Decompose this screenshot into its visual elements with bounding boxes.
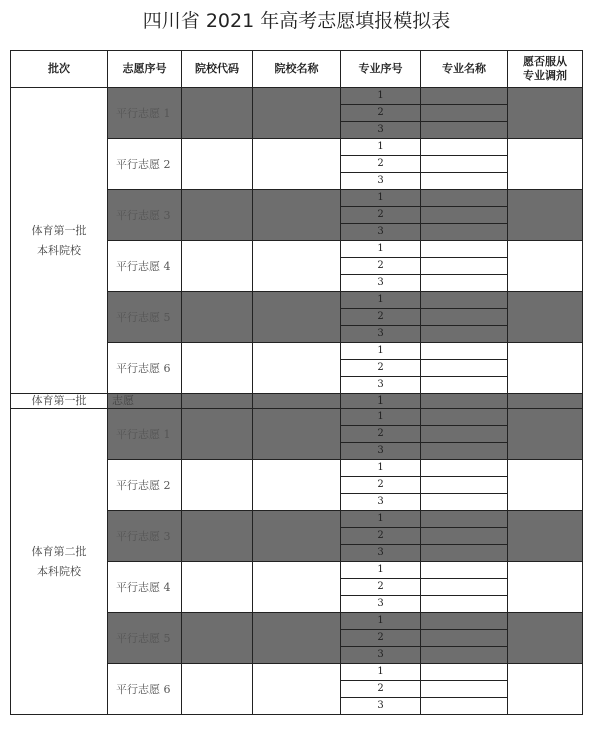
volunteer-label: 平行志愿 6 bbox=[108, 343, 182, 394]
adjust-field[interactable] bbox=[508, 343, 583, 394]
school-code-field[interactable] bbox=[182, 562, 253, 613]
adjust-field[interactable] bbox=[508, 511, 583, 562]
school-name-field[interactable] bbox=[253, 292, 341, 343]
major-name-field[interactable] bbox=[421, 460, 508, 477]
major-number: 1 bbox=[341, 562, 421, 579]
major-name-field[interactable] bbox=[421, 326, 508, 343]
major-name-field[interactable] bbox=[421, 377, 508, 394]
major-number: 3 bbox=[341, 326, 421, 343]
header-adjust bbox=[508, 51, 583, 88]
major-name-field[interactable] bbox=[421, 139, 508, 156]
major-number: 2 bbox=[341, 105, 421, 122]
school-name-field[interactable] bbox=[253, 460, 341, 511]
adjust-field[interactable] bbox=[508, 292, 583, 343]
major-number: 1 bbox=[341, 409, 421, 426]
school-name-field[interactable] bbox=[253, 511, 341, 562]
single-volunteer-row bbox=[11, 394, 583, 409]
volunteer-label: 平行志愿 4 bbox=[108, 562, 182, 613]
major-name-field[interactable] bbox=[421, 173, 508, 190]
major-number: 2 bbox=[341, 309, 421, 326]
adjust-field[interactable] bbox=[508, 613, 583, 664]
major-number: 1 bbox=[341, 394, 421, 409]
major-number: 3 bbox=[341, 443, 421, 460]
major-number: 1 bbox=[341, 460, 421, 477]
volunteer-label: 平行志愿 1 bbox=[108, 409, 182, 460]
major-name-field[interactable] bbox=[421, 698, 508, 715]
major-number: 1 bbox=[341, 664, 421, 681]
major-number: 2 bbox=[341, 426, 421, 443]
major-number: 2 bbox=[341, 258, 421, 275]
major-name-field[interactable] bbox=[421, 426, 508, 443]
school-code-field[interactable] bbox=[182, 511, 253, 562]
major-name-field[interactable] bbox=[421, 360, 508, 377]
school-code-field[interactable] bbox=[182, 394, 253, 409]
volunteer-form-table bbox=[10, 50, 583, 715]
header-school-code: 院校代码 bbox=[182, 51, 253, 88]
major-number: 3 bbox=[341, 494, 421, 511]
adjust-field[interactable] bbox=[508, 409, 583, 460]
adjust-field[interactable] bbox=[508, 460, 583, 511]
adjust-field[interactable] bbox=[508, 190, 583, 241]
volunteer-label: 平行志愿 6 bbox=[108, 664, 182, 715]
page-title: 四川省 2021 年高考志愿填报模拟表 bbox=[142, 10, 451, 32]
volunteer-label: 平行志愿 3 bbox=[108, 190, 182, 241]
header-adjust-line2: 专业调剂 bbox=[523, 69, 567, 82]
school-code-field[interactable] bbox=[182, 241, 253, 292]
school-name-field[interactable] bbox=[253, 190, 341, 241]
volunteer-label: 平行志愿 2 bbox=[108, 460, 182, 511]
adjust-field[interactable] bbox=[508, 241, 583, 292]
header-batch: 批次 bbox=[11, 51, 108, 88]
major-name-field[interactable] bbox=[421, 477, 508, 494]
major-name-field[interactable] bbox=[421, 258, 508, 275]
volunteer-label: 平行志愿 4 bbox=[108, 241, 182, 292]
header-volunteer-no: 志愿序号 bbox=[108, 51, 182, 88]
school-name-field[interactable] bbox=[253, 613, 341, 664]
adjust-field[interactable] bbox=[508, 562, 583, 613]
major-number: 3 bbox=[341, 698, 421, 715]
major-name-field[interactable] bbox=[421, 630, 508, 647]
school-code-field[interactable] bbox=[182, 460, 253, 511]
major-name-field[interactable] bbox=[421, 664, 508, 681]
school-name-field[interactable] bbox=[253, 409, 341, 460]
table-row bbox=[11, 409, 583, 426]
batch-label: 体育第二批 本科院校 bbox=[31, 544, 87, 578]
major-name-field[interactable] bbox=[421, 596, 508, 613]
major-name-field[interactable] bbox=[421, 681, 508, 698]
major-name-field[interactable] bbox=[421, 494, 508, 511]
major-name-field[interactable] bbox=[421, 528, 508, 545]
major-name-field[interactable] bbox=[421, 190, 508, 207]
school-code-field[interactable] bbox=[182, 664, 253, 715]
major-number: 1 bbox=[341, 343, 421, 360]
major-number: 1 bbox=[341, 292, 421, 309]
major-name-field[interactable] bbox=[421, 613, 508, 630]
major-name-field[interactable] bbox=[421, 122, 508, 139]
school-code-field[interactable] bbox=[182, 343, 253, 394]
header-adjust-line1: 愿否服从 bbox=[523, 55, 567, 68]
major-name-field[interactable] bbox=[421, 224, 508, 241]
volunteer-label: 平行志愿 5 bbox=[108, 613, 182, 664]
major-number: 1 bbox=[341, 139, 421, 156]
school-code-field[interactable] bbox=[182, 409, 253, 460]
major-name-field[interactable] bbox=[421, 275, 508, 292]
school-code-field[interactable] bbox=[182, 88, 253, 139]
table-row bbox=[11, 88, 583, 105]
adjust-field[interactable] bbox=[508, 664, 583, 715]
major-number: 2 bbox=[341, 477, 421, 494]
major-number: 2 bbox=[341, 681, 421, 698]
school-code-field[interactable] bbox=[182, 139, 253, 190]
school-name-field[interactable] bbox=[253, 139, 341, 190]
header-school-name: 院校名称 bbox=[253, 51, 341, 88]
major-name-field[interactable] bbox=[421, 545, 508, 562]
major-name-field[interactable] bbox=[421, 579, 508, 596]
major-number: 2 bbox=[341, 360, 421, 377]
major-number: 2 bbox=[341, 579, 421, 596]
header-major-no: 专业序号 bbox=[341, 51, 421, 88]
single-batch-label: 体育第一批 bbox=[11, 394, 108, 409]
adjust-field[interactable] bbox=[508, 88, 583, 139]
school-name-field[interactable] bbox=[253, 394, 341, 409]
major-number: 3 bbox=[341, 596, 421, 613]
major-number: 3 bbox=[341, 173, 421, 190]
major-name-field[interactable] bbox=[421, 647, 508, 664]
school-name-field[interactable] bbox=[253, 562, 341, 613]
volunteer-label: 平行志愿 1 bbox=[108, 88, 182, 139]
major-name-field[interactable] bbox=[421, 88, 508, 105]
major-name-field[interactable] bbox=[421, 409, 508, 426]
school-name-field[interactable] bbox=[253, 88, 341, 139]
major-name-field[interactable] bbox=[421, 309, 508, 326]
header-row bbox=[11, 51, 583, 88]
major-number: 2 bbox=[341, 630, 421, 647]
header-major-name: 专业名称 bbox=[421, 51, 508, 88]
major-number: 1 bbox=[341, 613, 421, 630]
major-number: 2 bbox=[341, 207, 421, 224]
major-name-field[interactable] bbox=[421, 343, 508, 360]
school-code-field[interactable] bbox=[182, 613, 253, 664]
major-number: 1 bbox=[341, 190, 421, 207]
major-number: 3 bbox=[341, 377, 421, 394]
major-number: 3 bbox=[341, 224, 421, 241]
school-name-field[interactable] bbox=[253, 664, 341, 715]
major-name-field[interactable] bbox=[421, 241, 508, 258]
major-number: 3 bbox=[341, 122, 421, 139]
adjust-field[interactable] bbox=[508, 394, 583, 409]
major-name-field[interactable] bbox=[421, 292, 508, 309]
major-number: 2 bbox=[341, 528, 421, 545]
volunteer-label: 平行志愿 5 bbox=[108, 292, 182, 343]
major-number: 2 bbox=[341, 156, 421, 173]
major-name-field[interactable] bbox=[421, 394, 508, 409]
school-code-field[interactable] bbox=[182, 190, 253, 241]
batch-label: 体育第一批 本科院校 bbox=[31, 223, 87, 257]
major-number: 3 bbox=[341, 545, 421, 562]
major-name-field[interactable] bbox=[421, 511, 508, 528]
major-name-field[interactable] bbox=[421, 105, 508, 122]
school-name-field[interactable] bbox=[253, 343, 341, 394]
volunteer-label: 平行志愿 3 bbox=[108, 511, 182, 562]
adjust-field[interactable] bbox=[508, 139, 583, 190]
major-number: 3 bbox=[341, 647, 421, 664]
major-number: 3 bbox=[341, 275, 421, 292]
school-name-field[interactable] bbox=[253, 241, 341, 292]
major-number: 1 bbox=[341, 88, 421, 105]
major-name-field[interactable] bbox=[421, 443, 508, 460]
school-code-field[interactable] bbox=[182, 292, 253, 343]
batch-cell bbox=[11, 88, 108, 394]
major-number: 1 bbox=[341, 241, 421, 258]
major-name-field[interactable] bbox=[421, 156, 508, 173]
volunteer-label: 平行志愿 2 bbox=[108, 139, 182, 190]
major-name-field[interactable] bbox=[421, 562, 508, 579]
single-volunteer-label: 志愿 bbox=[108, 394, 182, 409]
major-name-field[interactable] bbox=[421, 207, 508, 224]
major-number: 1 bbox=[341, 511, 421, 528]
batch-cell bbox=[11, 409, 108, 715]
